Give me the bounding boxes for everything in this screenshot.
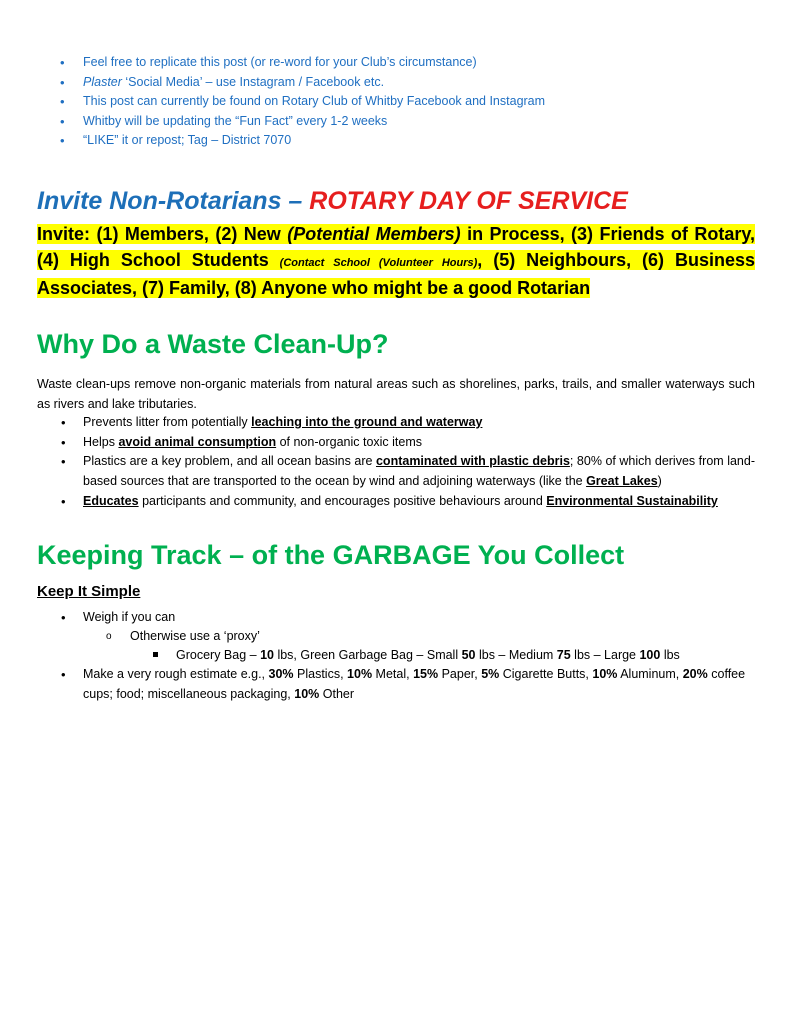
tips-list bbox=[60, 53, 545, 151]
text: Cigarette Butts, bbox=[499, 667, 593, 681]
tip-text: Feel free to replicate this post (or re-word for your Club’s circumstance) bbox=[83, 55, 477, 69]
text: Aluminum, bbox=[617, 667, 683, 681]
tip-text: This post can currently be found on Rotary Club of Whitby Facebook and Instagram bbox=[83, 94, 546, 109]
why-list bbox=[61, 413, 755, 512]
invite-text-2: in Process, (3) Friends of Rotary, (4) High School Students bbox=[37, 224, 756, 270]
list-item bbox=[61, 452, 755, 491]
value: 15% bbox=[413, 667, 439, 681]
invite-text-small: (Contact School (Volunteer Hours) bbox=[279, 256, 478, 269]
text: Plastics, bbox=[293, 667, 348, 681]
text: ) bbox=[657, 473, 662, 488]
invite-heading bbox=[37, 184, 628, 218]
list-item bbox=[61, 665, 755, 704]
text: Weigh if you can bbox=[83, 610, 176, 624]
tip-text: ‘Social Media’ – use Instagram / Facebook etc. bbox=[121, 74, 385, 89]
value: 20% bbox=[682, 667, 708, 681]
text: Make a very rough estimate e.g., bbox=[83, 667, 269, 681]
value: 75 bbox=[556, 648, 571, 662]
invite-heading-red: ROTARY DAY OF SERVICE bbox=[309, 187, 628, 215]
value: 10% bbox=[294, 686, 320, 701]
invite-paragraph bbox=[37, 222, 755, 302]
list-item bbox=[60, 53, 545, 73]
text: coffee cups; food; miscellaneous packaging, bbox=[83, 667, 746, 701]
emphasis: leaching into the ground and waterway bbox=[251, 415, 483, 429]
list-item bbox=[106, 627, 260, 647]
invite-text-italic: (Potential Members) bbox=[287, 224, 461, 244]
value: 10 bbox=[260, 648, 274, 662]
text: ; 80% of which derives from land-based sources that are transported to the ocean by wind and adjoining waterways (like the bbox=[83, 454, 755, 488]
track-subheading: Keep It Simple bbox=[37, 583, 141, 600]
value: 30% bbox=[268, 667, 294, 681]
list-item bbox=[61, 433, 755, 453]
list-item bbox=[60, 73, 545, 93]
emphasis: avoid animal consumption bbox=[118, 434, 277, 449]
text: lbs bbox=[660, 648, 680, 662]
square-bullet-icon bbox=[153, 652, 158, 657]
invite-text-1: Invite: (1) Members, (2) New bbox=[37, 224, 288, 244]
text: Other bbox=[319, 686, 355, 701]
text: Helps bbox=[83, 434, 119, 449]
list-item bbox=[61, 492, 755, 512]
value: 10% bbox=[592, 667, 618, 681]
weigh-list bbox=[61, 608, 755, 628]
text: Grocery Bag – bbox=[176, 648, 261, 662]
text: Otherwise use a ‘proxy’ bbox=[130, 629, 260, 643]
tip-text: “LIKE” it or repost; Tag – District 7070 bbox=[83, 133, 292, 148]
text: Plastics are a key problem, and all ocean basins are bbox=[83, 454, 376, 468]
text: lbs – Medium bbox=[475, 648, 557, 662]
value: 5% bbox=[481, 667, 500, 681]
text: of non-organic toxic items bbox=[276, 434, 423, 449]
invite-text-3: , (5) Neighbours, (6) Business Associates, (7) Family, (8) Anyone who might be a good Rotarian bbox=[37, 249, 756, 298]
emphasis: Great Lakes bbox=[586, 473, 658, 488]
estimate-list bbox=[61, 665, 755, 704]
value: 50 bbox=[461, 648, 476, 662]
list-item bbox=[60, 112, 545, 132]
text: Metal, bbox=[372, 667, 414, 681]
tip-italic: Plaster bbox=[83, 74, 122, 89]
list-item bbox=[153, 646, 680, 666]
emphasis: contaminated with plastic debris bbox=[375, 454, 570, 468]
list-item bbox=[60, 92, 545, 112]
value: 10% bbox=[347, 667, 373, 681]
why-heading: Why Do a Waste Clean-Up? bbox=[37, 329, 389, 359]
track-heading: Keeping Track – of the GARBAGE You Collect bbox=[37, 540, 625, 570]
text: lbs – Large bbox=[570, 648, 640, 662]
tip-text: Whitby will be updating the “Fun Fact” every 1-2 weeks bbox=[83, 113, 388, 128]
text: participants and community, and encourages positive behaviours around bbox=[138, 494, 547, 508]
value: 100 bbox=[639, 648, 661, 662]
emphasis: Environmental Sustainability bbox=[546, 494, 718, 508]
list-item bbox=[60, 131, 545, 151]
invite-heading-blue: Invite Non-Rotarians – bbox=[37, 187, 310, 215]
text: lbs, Green Garbage Bag – Small bbox=[273, 648, 462, 662]
text: Paper, bbox=[438, 667, 482, 681]
why-paragraph: Waste clean-ups remove non-organic materials from natural areas such as shorelines, parks, trails, and smaller waterways such as rivers and lake tributaries. bbox=[37, 377, 755, 411]
circle-bullet-icon: o bbox=[106, 631, 112, 642]
list-item bbox=[61, 413, 755, 433]
emphasis: Educates bbox=[83, 494, 139, 508]
list-item bbox=[61, 608, 755, 628]
text: Prevents litter from potentially bbox=[83, 415, 252, 429]
